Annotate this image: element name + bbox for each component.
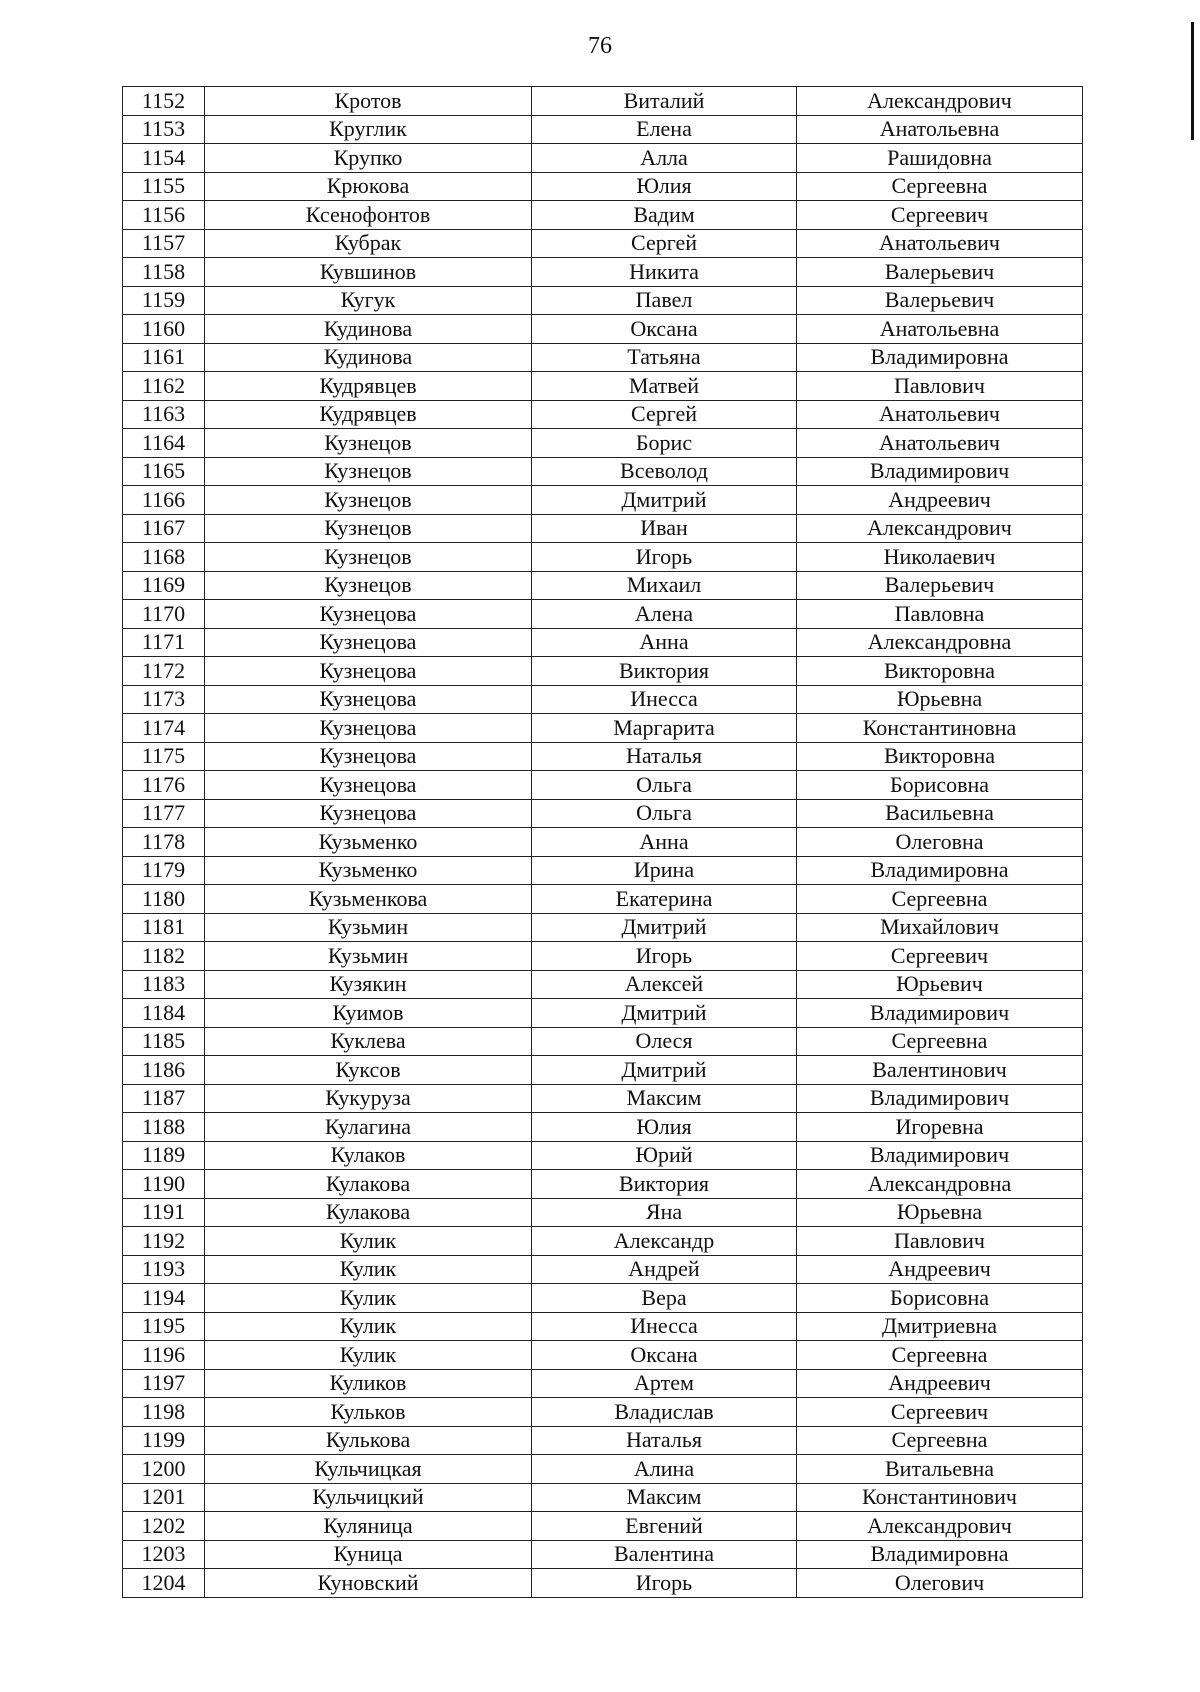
patronymic-cell: Игоревна [797, 1113, 1083, 1142]
surname-cell: Кувшинов [205, 258, 532, 287]
patronymic-cell: Александровна [797, 628, 1083, 657]
patronymic-cell: Валентинович [797, 1056, 1083, 1085]
surname-cell: Кубрак [205, 229, 532, 258]
surname-cell: Кудинова [205, 315, 532, 344]
patronymic-cell: Сергеевна [797, 1027, 1083, 1056]
patronymic-cell: Анатольевич [797, 229, 1083, 258]
patronymic-cell: Владимирович [797, 457, 1083, 486]
first-name-cell: Виталий [532, 87, 797, 116]
first-name-cell: Игорь [532, 942, 797, 971]
first-name-cell: Анна [532, 628, 797, 657]
table-row [123, 714, 1083, 743]
table-row [123, 87, 1083, 116]
patronymic-cell: Борисовна [797, 771, 1083, 800]
first-name-cell: Алексей [532, 970, 797, 999]
table-row [123, 144, 1083, 173]
table-row [123, 1227, 1083, 1256]
table-row [123, 571, 1083, 600]
patronymic-cell: Викторовна [797, 657, 1083, 686]
row-number-cell: 1158 [123, 258, 205, 287]
row-number-cell: 1153 [123, 115, 205, 144]
table-row [123, 1483, 1083, 1512]
first-name-cell: Оксана [532, 1341, 797, 1370]
row-number-cell: 1156 [123, 201, 205, 230]
table-row [123, 372, 1083, 401]
patronymic-cell: Владимировна [797, 343, 1083, 372]
patronymic-cell: Николаевич [797, 543, 1083, 572]
first-name-cell: Борис [532, 429, 797, 458]
surname-cell: Кульчицкий [205, 1483, 532, 1512]
first-name-cell: Сергей [532, 400, 797, 429]
first-name-cell: Артем [532, 1369, 797, 1398]
surname-cell: Кулакова [205, 1170, 532, 1199]
row-number-cell: 1198 [123, 1398, 205, 1427]
patronymic-cell: Сергеевна [797, 1341, 1083, 1370]
table-row [123, 628, 1083, 657]
surname-cell: Кузнецова [205, 628, 532, 657]
row-number-cell: 1161 [123, 343, 205, 372]
table-row [123, 1455, 1083, 1484]
surname-cell: Кузьменко [205, 828, 532, 857]
patronymic-cell: Александровна [797, 1170, 1083, 1199]
first-name-cell: Евгений [532, 1512, 797, 1541]
table-row [123, 771, 1083, 800]
table-row [123, 315, 1083, 344]
table-row [123, 286, 1083, 315]
surname-cell: Кулик [205, 1227, 532, 1256]
table-row [123, 856, 1083, 885]
row-number-cell: 1168 [123, 543, 205, 572]
table-row [123, 1056, 1083, 1085]
row-number-cell: 1170 [123, 600, 205, 629]
margin-rule [1191, 22, 1194, 140]
table-row [123, 486, 1083, 515]
first-name-cell: Михаил [532, 571, 797, 600]
row-number-cell: 1199 [123, 1426, 205, 1455]
table-row [123, 1084, 1083, 1113]
row-number-cell: 1190 [123, 1170, 205, 1199]
surname-cell: Кузнецова [205, 771, 532, 800]
row-number-cell: 1184 [123, 999, 205, 1028]
patronymic-cell: Рашидовна [797, 144, 1083, 173]
table-row [123, 1284, 1083, 1313]
table-row [123, 685, 1083, 714]
patronymic-cell: Андреевич [797, 486, 1083, 515]
first-name-cell: Ольга [532, 799, 797, 828]
surname-cell: Кулагина [205, 1113, 532, 1142]
patronymic-cell: Владимировна [797, 856, 1083, 885]
first-name-cell: Юлия [532, 172, 797, 201]
table-row [123, 828, 1083, 857]
first-name-cell: Валентина [532, 1540, 797, 1569]
table-row [123, 400, 1083, 429]
row-number-cell: 1177 [123, 799, 205, 828]
table-row [123, 742, 1083, 771]
surname-cell: Кротов [205, 87, 532, 116]
surname-cell: Кузнецов [205, 571, 532, 600]
surname-cell: Кузьмин [205, 913, 532, 942]
table-row [123, 1569, 1083, 1598]
patronymic-cell: Сергеевна [797, 885, 1083, 914]
patronymic-cell: Сергеевич [797, 1398, 1083, 1427]
surname-cell: Кузнецова [205, 742, 532, 771]
table-row [123, 1141, 1083, 1170]
surname-cell: Ксенофонтов [205, 201, 532, 230]
table-row [123, 1198, 1083, 1227]
first-name-cell: Александр [532, 1227, 797, 1256]
patronymic-cell: Андреевич [797, 1369, 1083, 1398]
first-name-cell: Дмитрий [532, 999, 797, 1028]
registry-table-body [123, 87, 1083, 1598]
first-name-cell: Дмитрий [532, 1056, 797, 1085]
table-row [123, 1113, 1083, 1142]
surname-cell: Кудинова [205, 343, 532, 372]
surname-cell: Кузьменкова [205, 885, 532, 914]
patronymic-cell: Анатольевич [797, 429, 1083, 458]
row-number-cell: 1155 [123, 172, 205, 201]
row-number-cell: 1200 [123, 1455, 205, 1484]
surname-cell: Кулькова [205, 1426, 532, 1455]
patronymic-cell: Александрович [797, 1512, 1083, 1541]
first-name-cell: Маргарита [532, 714, 797, 743]
row-number-cell: 1182 [123, 942, 205, 971]
surname-cell: Круглик [205, 115, 532, 144]
table-row [123, 429, 1083, 458]
row-number-cell: 1183 [123, 970, 205, 999]
row-number-cell: 1159 [123, 286, 205, 315]
row-number-cell: 1186 [123, 1056, 205, 1085]
table-row [123, 1369, 1083, 1398]
row-number-cell: 1178 [123, 828, 205, 857]
first-name-cell: Максим [532, 1483, 797, 1512]
row-number-cell: 1179 [123, 856, 205, 885]
patronymic-cell: Анатольевна [797, 115, 1083, 144]
row-number-cell: 1197 [123, 1369, 205, 1398]
row-number-cell: 1185 [123, 1027, 205, 1056]
first-name-cell: Виктория [532, 1170, 797, 1199]
row-number-cell: 1165 [123, 457, 205, 486]
patronymic-cell: Васильевна [797, 799, 1083, 828]
first-name-cell: Алла [532, 144, 797, 173]
table-row [123, 1341, 1083, 1370]
table-row [123, 115, 1083, 144]
patronymic-cell: Владимирович [797, 1084, 1083, 1113]
surname-cell: Кузнецова [205, 600, 532, 629]
patronymic-cell: Олеговна [797, 828, 1083, 857]
table-row [123, 1170, 1083, 1199]
surname-cell: Кулик [205, 1341, 532, 1370]
patronymic-cell: Борисовна [797, 1284, 1083, 1313]
row-number-cell: 1160 [123, 315, 205, 344]
table-row [123, 1398, 1083, 1427]
row-number-cell: 1174 [123, 714, 205, 743]
row-number-cell: 1192 [123, 1227, 205, 1256]
surname-cell: Кугук [205, 286, 532, 315]
first-name-cell: Игорь [532, 543, 797, 572]
row-number-cell: 1195 [123, 1312, 205, 1341]
first-name-cell: Игорь [532, 1569, 797, 1598]
row-number-cell: 1167 [123, 514, 205, 543]
first-name-cell: Наталья [532, 1426, 797, 1455]
first-name-cell: Матвей [532, 372, 797, 401]
surname-cell: Кузнецова [205, 657, 532, 686]
surname-cell: Кудрявцев [205, 400, 532, 429]
table-row [123, 514, 1083, 543]
patronymic-cell: Юрьевна [797, 1198, 1083, 1227]
patronymic-cell: Сергеевна [797, 1426, 1083, 1455]
row-number-cell: 1189 [123, 1141, 205, 1170]
table-row [123, 543, 1083, 572]
patronymic-cell: Александрович [797, 514, 1083, 543]
row-number-cell: 1152 [123, 87, 205, 116]
first-name-cell: Вадим [532, 201, 797, 230]
row-number-cell: 1196 [123, 1341, 205, 1370]
first-name-cell: Никита [532, 258, 797, 287]
row-number-cell: 1172 [123, 657, 205, 686]
surname-cell: Кукуруза [205, 1084, 532, 1113]
surname-cell: Кузнецова [205, 799, 532, 828]
table-row [123, 343, 1083, 372]
surname-cell: Кулакова [205, 1198, 532, 1227]
first-name-cell: Дмитрий [532, 913, 797, 942]
row-number-cell: 1204 [123, 1569, 205, 1598]
table-row [123, 657, 1083, 686]
first-name-cell: Алена [532, 600, 797, 629]
row-number-cell: 1193 [123, 1255, 205, 1284]
row-number-cell: 1176 [123, 771, 205, 800]
row-number-cell: 1191 [123, 1198, 205, 1227]
first-name-cell: Татьяна [532, 343, 797, 372]
table-row [123, 1512, 1083, 1541]
table-row [123, 913, 1083, 942]
row-number-cell: 1171 [123, 628, 205, 657]
table-row [123, 799, 1083, 828]
first-name-cell: Наталья [532, 742, 797, 771]
table-row [123, 172, 1083, 201]
patronymic-cell: Юрьевич [797, 970, 1083, 999]
row-number-cell: 1201 [123, 1483, 205, 1512]
first-name-cell: Елена [532, 115, 797, 144]
row-number-cell: 1180 [123, 885, 205, 914]
row-number-cell: 1169 [123, 571, 205, 600]
surname-cell: Кулик [205, 1284, 532, 1313]
surname-cell: Куимов [205, 999, 532, 1028]
patronymic-cell: Владимирович [797, 999, 1083, 1028]
surname-cell: Крупко [205, 144, 532, 173]
first-name-cell: Инесса [532, 685, 797, 714]
surname-cell: Кузнецов [205, 486, 532, 515]
first-name-cell: Олеся [532, 1027, 797, 1056]
row-number-cell: 1164 [123, 429, 205, 458]
row-number-cell: 1157 [123, 229, 205, 258]
first-name-cell: Вера [532, 1284, 797, 1313]
patronymic-cell: Константинович [797, 1483, 1083, 1512]
table-row [123, 457, 1083, 486]
patronymic-cell: Валерьевич [797, 258, 1083, 287]
row-number-cell: 1187 [123, 1084, 205, 1113]
page-number: 76 [588, 33, 612, 59]
row-number-cell: 1202 [123, 1512, 205, 1541]
surname-cell: Кузнецов [205, 514, 532, 543]
first-name-cell: Инесса [532, 1312, 797, 1341]
patronymic-cell: Сергеевич [797, 201, 1083, 230]
first-name-cell: Ирина [532, 856, 797, 885]
surname-cell: Кузьменко [205, 856, 532, 885]
surname-cell: Кузякин [205, 970, 532, 999]
surname-cell: Кульчицкая [205, 1455, 532, 1484]
table-row [123, 1312, 1083, 1341]
patronymic-cell: Сергеевна [797, 172, 1083, 201]
row-number-cell: 1173 [123, 685, 205, 714]
row-number-cell: 1203 [123, 1540, 205, 1569]
surname-cell: Кузьмин [205, 942, 532, 971]
table-row [123, 942, 1083, 971]
first-name-cell: Дмитрий [532, 486, 797, 515]
surname-cell: Кузнецова [205, 685, 532, 714]
patronymic-cell: Олегович [797, 1569, 1083, 1598]
first-name-cell: Оксана [532, 315, 797, 344]
table-row [123, 1426, 1083, 1455]
surname-cell: Крюкова [205, 172, 532, 201]
surname-cell: Куликов [205, 1369, 532, 1398]
patronymic-cell: Владимирович [797, 1141, 1083, 1170]
first-name-cell: Екатерина [532, 885, 797, 914]
row-number-cell: 1175 [123, 742, 205, 771]
first-name-cell: Андрей [532, 1255, 797, 1284]
surname-cell: Кузнецов [205, 429, 532, 458]
patronymic-cell: Витальевна [797, 1455, 1083, 1484]
registry-table [122, 86, 1083, 1598]
patronymic-cell: Викторовна [797, 742, 1083, 771]
first-name-cell: Алина [532, 1455, 797, 1484]
first-name-cell: Сергей [532, 229, 797, 258]
patronymic-cell: Валерьевич [797, 571, 1083, 600]
first-name-cell: Владислав [532, 1398, 797, 1427]
row-number-cell: 1194 [123, 1284, 205, 1313]
surname-cell: Кузнецов [205, 543, 532, 572]
first-name-cell: Всеволод [532, 457, 797, 486]
table-row [123, 201, 1083, 230]
patronymic-cell: Валерьевич [797, 286, 1083, 315]
row-number-cell: 1181 [123, 913, 205, 942]
surname-cell: Кулаков [205, 1141, 532, 1170]
first-name-cell: Юлия [532, 1113, 797, 1142]
table-row [123, 970, 1083, 999]
patronymic-cell: Павлович [797, 372, 1083, 401]
first-name-cell: Яна [532, 1198, 797, 1227]
row-number-cell: 1162 [123, 372, 205, 401]
table-row [123, 258, 1083, 287]
patronymic-cell: Павловна [797, 600, 1083, 629]
surname-cell: Куклева [205, 1027, 532, 1056]
row-number-cell: 1166 [123, 486, 205, 515]
first-name-cell: Виктория [532, 657, 797, 686]
table-row [123, 600, 1083, 629]
patronymic-cell: Константиновна [797, 714, 1083, 743]
surname-cell: Кулик [205, 1255, 532, 1284]
first-name-cell: Ольга [532, 771, 797, 800]
patronymic-cell: Павлович [797, 1227, 1083, 1256]
first-name-cell: Иван [532, 514, 797, 543]
table-row [123, 1540, 1083, 1569]
first-name-cell: Анна [532, 828, 797, 857]
patronymic-cell: Анатольевич [797, 400, 1083, 429]
table-row [123, 1255, 1083, 1284]
surname-cell: Кудрявцев [205, 372, 532, 401]
patronymic-cell: Анатольевна [797, 315, 1083, 344]
first-name-cell: Юрий [532, 1141, 797, 1170]
row-number-cell: 1154 [123, 144, 205, 173]
first-name-cell: Максим [532, 1084, 797, 1113]
patronymic-cell: Сергеевич [797, 942, 1083, 971]
patronymic-cell: Александрович [797, 87, 1083, 116]
patronymic-cell: Михайлович [797, 913, 1083, 942]
surname-cell: Кульков [205, 1398, 532, 1427]
surname-cell: Кулик [205, 1312, 532, 1341]
table-row [123, 999, 1083, 1028]
table-row [123, 885, 1083, 914]
surname-cell: Кузнецова [205, 714, 532, 743]
patronymic-cell: Дмитриевна [797, 1312, 1083, 1341]
first-name-cell: Павел [532, 286, 797, 315]
patronymic-cell: Владимировна [797, 1540, 1083, 1569]
row-number-cell: 1188 [123, 1113, 205, 1142]
patronymic-cell: Андреевич [797, 1255, 1083, 1284]
surname-cell: Куница [205, 1540, 532, 1569]
surname-cell: Куляница [205, 1512, 532, 1541]
row-number-cell: 1163 [123, 400, 205, 429]
surname-cell: Куксов [205, 1056, 532, 1085]
patronymic-cell: Юрьевна [797, 685, 1083, 714]
surname-cell: Куновский [205, 1569, 532, 1598]
table-row [123, 1027, 1083, 1056]
table-row [123, 229, 1083, 258]
surname-cell: Кузнецов [205, 457, 532, 486]
